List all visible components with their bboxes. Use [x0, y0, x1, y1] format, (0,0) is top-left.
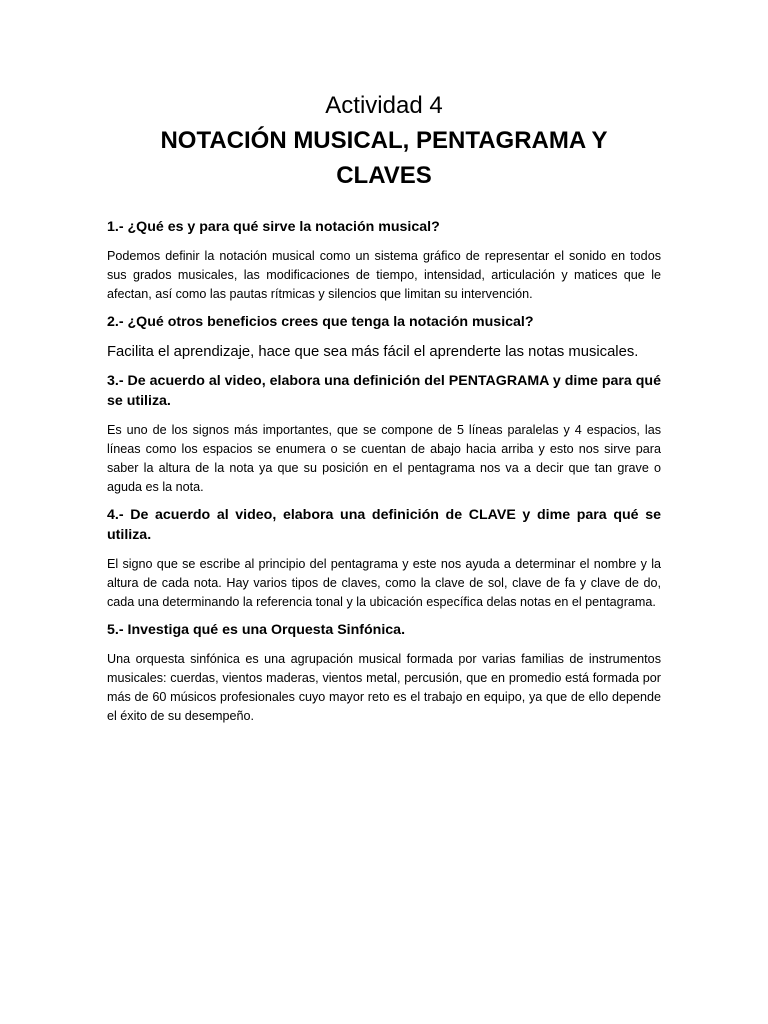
section-5 — [107, 620, 661, 726]
answer-5: Una orquesta sinfónica es una agrupación musical formada por varias familias de instrumentos musicales: cuerdas, vientos maderas, vientos metal, percusión, que en promedio está formada por más de 60 músicos profesionales cuyo mayor reto es el trabajo en equipo, ya que de ello depende el éxito de su desempeño. — [107, 652, 661, 723]
question-2: 2.- ¿Qué otros beneficios crees que tenga la notación musical? — [107, 314, 534, 330]
question-3: 3.- De acuerdo al video, elabora una definición del PENTAGRAMA y dime para qué se utiliza. — [107, 373, 661, 409]
section-2 — [107, 312, 661, 362]
section-3 — [107, 371, 661, 497]
question-1: 1.- ¿Qué es y para qué sirve la notación musical? — [107, 219, 440, 235]
document-title — [107, 88, 661, 193]
answer-2: Facilita el aprendizaje, hace que sea más fácil el aprenderte las notas musicales. — [107, 344, 639, 360]
answer-3: Es uno de los signos más importantes, que se compone de 5 líneas paralelas y 4 espacios, las líneas como los espacios se enumera o se cuentan de abajo hacia arriba y esto nos sirve para saber la altura de la nota ya que su posición en el pentagrama nos va a decir que tan grave o aguda es la nota. — [107, 423, 661, 494]
question-4: 4.- De acuerdo al video, elabora una definición de CLAVE y dime para qué se utiliza. — [107, 507, 661, 543]
section-4 — [107, 505, 661, 612]
section-1 — [107, 217, 661, 304]
answer-1: Podemos definir la notación musical como un sistema gráfico de representar el sonido en todos sus grados musicales, las modificaciones de tiempo, intensidad, articulación y matices que le afectan, así como las pautas rítmicas y silencios que limitan su intervención. — [107, 249, 661, 301]
title-topic: NOTACIÓN MUSICAL, PENTAGRAMA Y CLAVES — [160, 127, 608, 189]
question-5: 5.- Investiga qué es una Orquesta Sinfónica. — [107, 622, 406, 638]
answer-4: El signo que se escribe al principio del pentagrama y este nos ayuda a determinar el nombre y la altura de cada nota. Hay varios tipos de claves, como la clave de sol, clave de fa y clave de do, cada una determinando la referencia tonal y la ubicación específica delas notas en el pentagrama. — [107, 557, 661, 609]
document-page — [107, 88, 661, 734]
title-activity: Actividad 4 — [325, 92, 443, 119]
